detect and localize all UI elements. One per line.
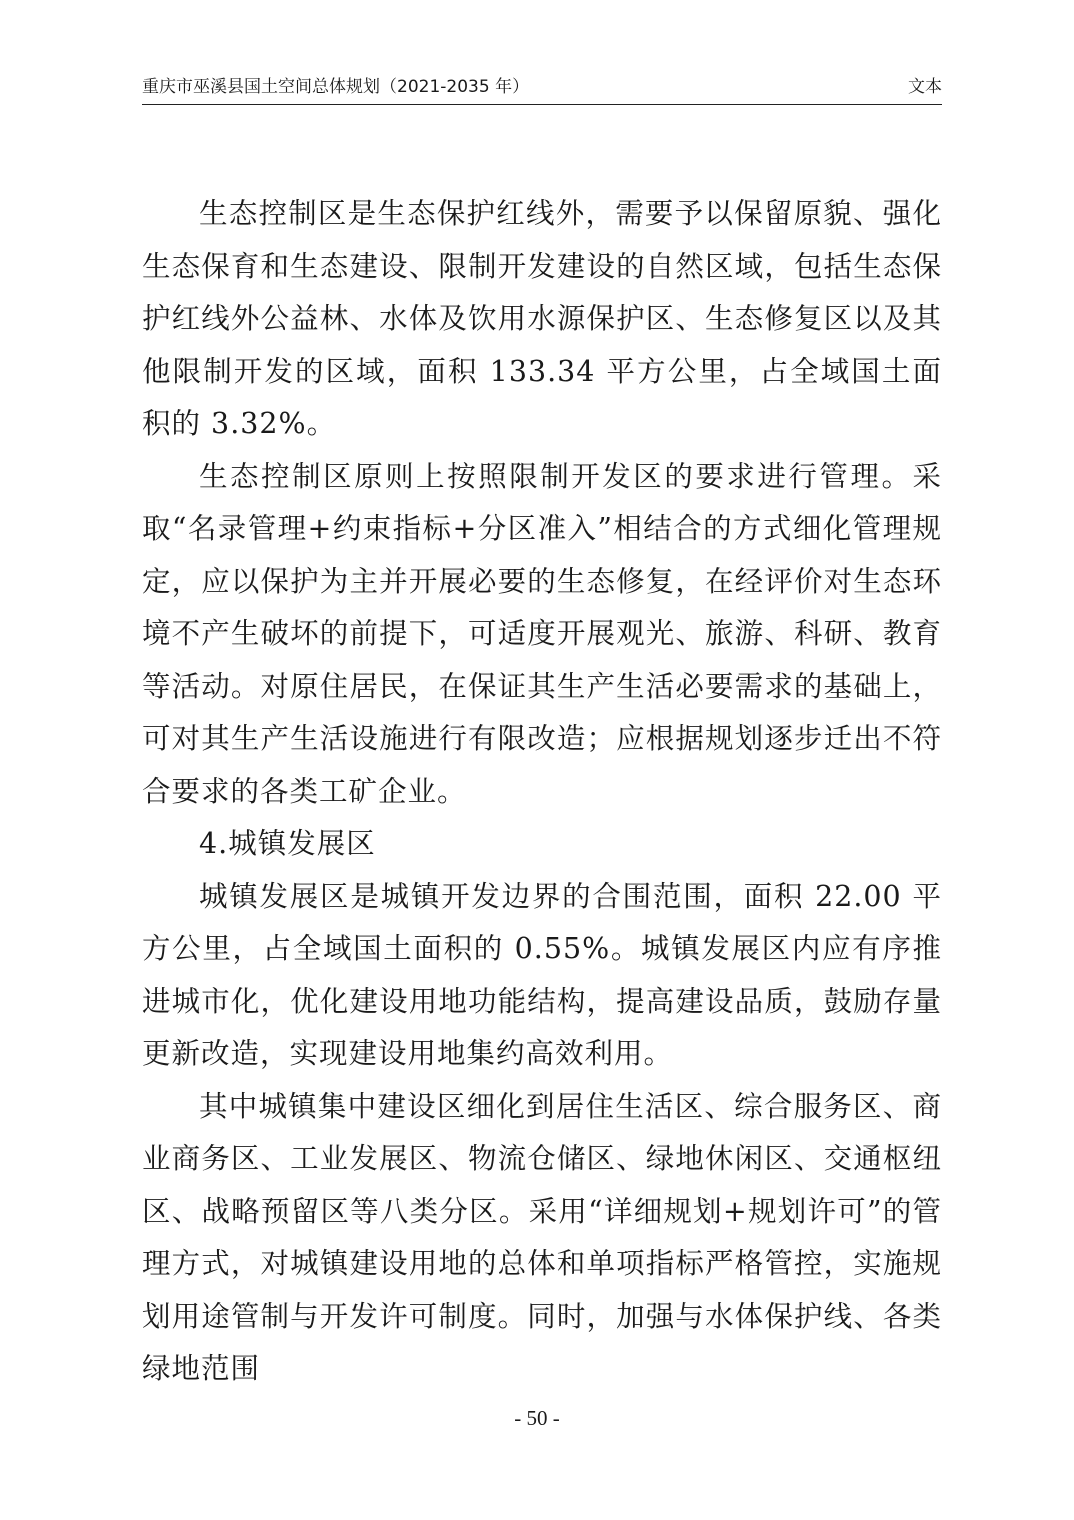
section-tag: 文本 bbox=[908, 77, 942, 97]
document-body bbox=[142, 188, 942, 1396]
section-heading-urban-development-area: 4.城镇发展区 bbox=[199, 827, 376, 860]
paragraph-urban-construction-zones: 其中城镇集中建设区细化到居住生活区、综合服务区、商业商务区、工业发展区、物流仓储区、绿地休闲区、交通枢纽区、战略预留区等八类分区。采用“详细规划+规划许可”的管理方式，对城镇建设用地的总体和单项指标严格管控，实施规划用途管制与开发许可制度。同时，加强与水体保护线、各类绿地范围 bbox=[142, 1089, 942, 1385]
page-number: - 50 - bbox=[514, 1406, 560, 1430]
paragraph-urban-development-area: 城镇发展区是城镇开发边界的合围范围，面积 22.00 平方公里，占全域国土面积的 0.55%。城镇发展区内应有序推进城市化，优化建设用地功能结构，提高建设品质，鼓励存量更新改造，实现建设用地集约高效利用。 bbox=[142, 879, 942, 1070]
page-header bbox=[142, 74, 942, 105]
document-title: 重庆市巫溪县国土空间总体规划（2021-2035 年） bbox=[142, 77, 530, 97]
paragraph-ecological-control-management: 生态控制区原则上按照限制开发区的要求进行管理。采取“名录管理+约束指标+分区准入”相结合的方式细化管理规定，应以保护为主并开展必要的生态修复，在经评价对生态环境不产生破坏的前提下，可适度开展观光、旅游、科研、教育等活动。对原住居民，在保证其生产生活必要需求的基础上，可对其生产生活设施进行有限改造；应根据规划逐步迁出不符合要求的各类工矿企业。 bbox=[142, 459, 942, 808]
paragraph-ecological-control-area: 生态控制区是生态保护红线外，需要予以保留原貌、强化生态保育和生态建设、限制开发建设的自然区域，包括生态保护红线外公益林、水体及饮用水源保护区、生态修复区以及其他限制开发的区域，面积 133.34 平方公里，占全域国土面积的 3.32%。 bbox=[142, 197, 942, 440]
